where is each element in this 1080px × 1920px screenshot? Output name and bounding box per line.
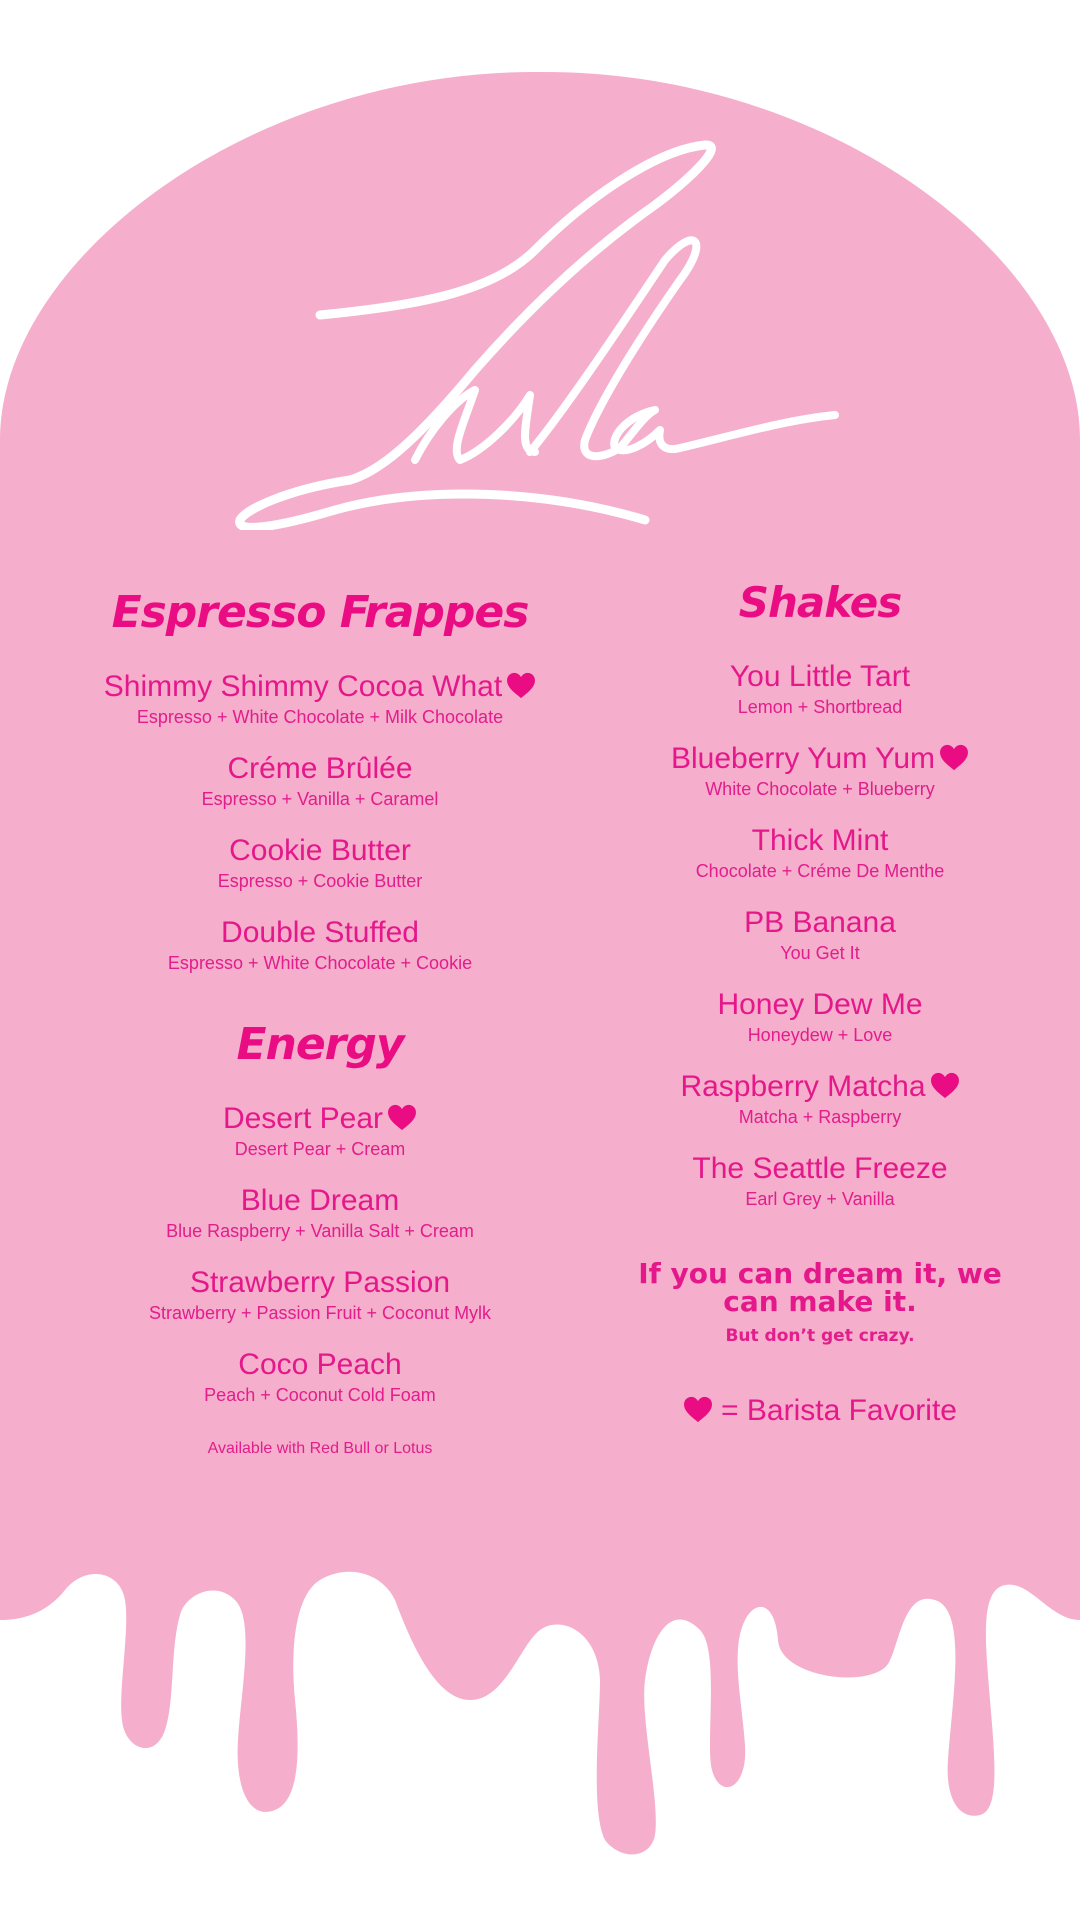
heart-icon (939, 744, 969, 771)
energy-availability-note: Available with Red Bull or Lotus (207, 1440, 433, 1457)
menu-item-name-text: Créme Brûlée (227, 752, 413, 785)
menu-item-description: Blue Raspberry + Vanilla Salt + Cream (166, 1221, 474, 1241)
menu-item (600, 660, 1040, 720)
menu-item (40, 1348, 600, 1408)
heart-icon (506, 672, 536, 699)
menu-item-name (600, 906, 1040, 940)
espresso-frappes-heading: Espresso Frappes (111, 587, 529, 638)
menu-item-name-text: Coco Peach (238, 1348, 402, 1381)
lula-script-logo (225, 130, 865, 530)
shakes-heading: Shakes (738, 578, 902, 627)
menu-item-description: Espresso + White Chocolate + Milk Chocolate (136, 707, 504, 727)
left-column (40, 578, 600, 1458)
menu-item-name (40, 1348, 600, 1382)
menu-item-name-text: Strawberry Passion (189, 1266, 451, 1299)
menu-item-name (600, 660, 1040, 694)
menu-item-description: Matcha + Raspberry (738, 1107, 902, 1127)
menu-item-name (40, 1266, 600, 1300)
menu-item-name-text: Blue Dream (240, 1184, 400, 1217)
tagline: If you can dream it, we can make it. (638, 1257, 1002, 1318)
favorite-legend-text: = Barista Favorite (721, 1394, 957, 1427)
menu-item-description: Lemon + Shortbread (737, 697, 903, 717)
menu-item-name-text: The Seattle Freeze (692, 1152, 948, 1185)
menu-item-description: Espresso + White Chocolate + Cookie (167, 953, 473, 973)
menu-item (40, 834, 600, 894)
heart-icon (930, 1072, 960, 1099)
menu-item-name (600, 824, 1040, 858)
menu-item-name (40, 916, 600, 950)
menu-item-name (40, 1184, 600, 1218)
energy-heading: Energy (236, 1019, 404, 1070)
menu-item (40, 1102, 600, 1162)
menu-item-description: You Get It (780, 943, 860, 963)
menu-item-name-text: Thick Mint (751, 824, 889, 857)
menu-item-name-text: Desert Pear (222, 1102, 384, 1135)
menu-item (40, 1184, 600, 1244)
menu-item-description: Chocolate + Créme De Menthe (695, 861, 945, 881)
menu-item-name-text: Cookie Butter (229, 834, 411, 867)
menu-item-name-text: Honey Dew Me (717, 988, 923, 1021)
menu-item (600, 742, 1040, 802)
tagline-subtext: But don’t get crazy. (725, 1326, 915, 1346)
menu-item-name-text: You Little Tart (729, 660, 911, 693)
shakes-list (600, 660, 1040, 1212)
menu-item (40, 752, 600, 812)
menu-item-description: Strawberry + Passion Fruit + Coconut Mylk (148, 1303, 492, 1323)
heart-icon (683, 1396, 713, 1423)
menu-item (40, 916, 600, 976)
heart-icon (387, 1104, 417, 1131)
menu-item-name-text: Double Stuffed (221, 916, 419, 949)
right-column (600, 568, 1040, 1428)
menu-item (600, 1070, 1040, 1130)
menu-item-description: Earl Grey + Vanilla (745, 1189, 895, 1209)
menu-item-name (600, 1152, 1040, 1186)
menu-item-description: Honeydew + Love (747, 1025, 893, 1045)
menu-item-name (600, 1070, 1040, 1104)
menu-item-name-text: Blueberry Yum Yum (670, 742, 936, 775)
menu-item-name (40, 834, 600, 868)
menu-item-description: Espresso + Cookie Butter (217, 871, 423, 891)
menu-item (600, 824, 1040, 884)
menu-item-name-text: PB Banana (744, 906, 896, 939)
menu-item-name (40, 670, 600, 704)
menu-item-name (40, 1102, 600, 1136)
menu-item-name (600, 742, 1040, 776)
menu-item-description: Desert Pear + Cream (234, 1139, 406, 1159)
menu-item (600, 988, 1040, 1048)
menu-item-description: Peach + Coconut Cold Foam (204, 1385, 436, 1405)
espresso-frappes-list (40, 670, 600, 976)
menu-item (600, 1152, 1040, 1212)
menu-item-description: White Chocolate + Blueberry (705, 779, 935, 799)
menu-item (40, 670, 600, 730)
menu-item-description: Espresso + Vanilla + Caramel (201, 789, 439, 809)
menu-item (600, 906, 1040, 966)
menu-item-name-text: Raspberry Matcha (680, 1070, 926, 1103)
favorite-legend (600, 1394, 1040, 1428)
menu-item (40, 1266, 600, 1326)
menu-item-name (600, 988, 1040, 1022)
menu-item-name (40, 752, 600, 786)
energy-list (40, 1102, 600, 1408)
menu-item-name-text: Shimmy Shimmy Cocoa What (103, 670, 503, 703)
